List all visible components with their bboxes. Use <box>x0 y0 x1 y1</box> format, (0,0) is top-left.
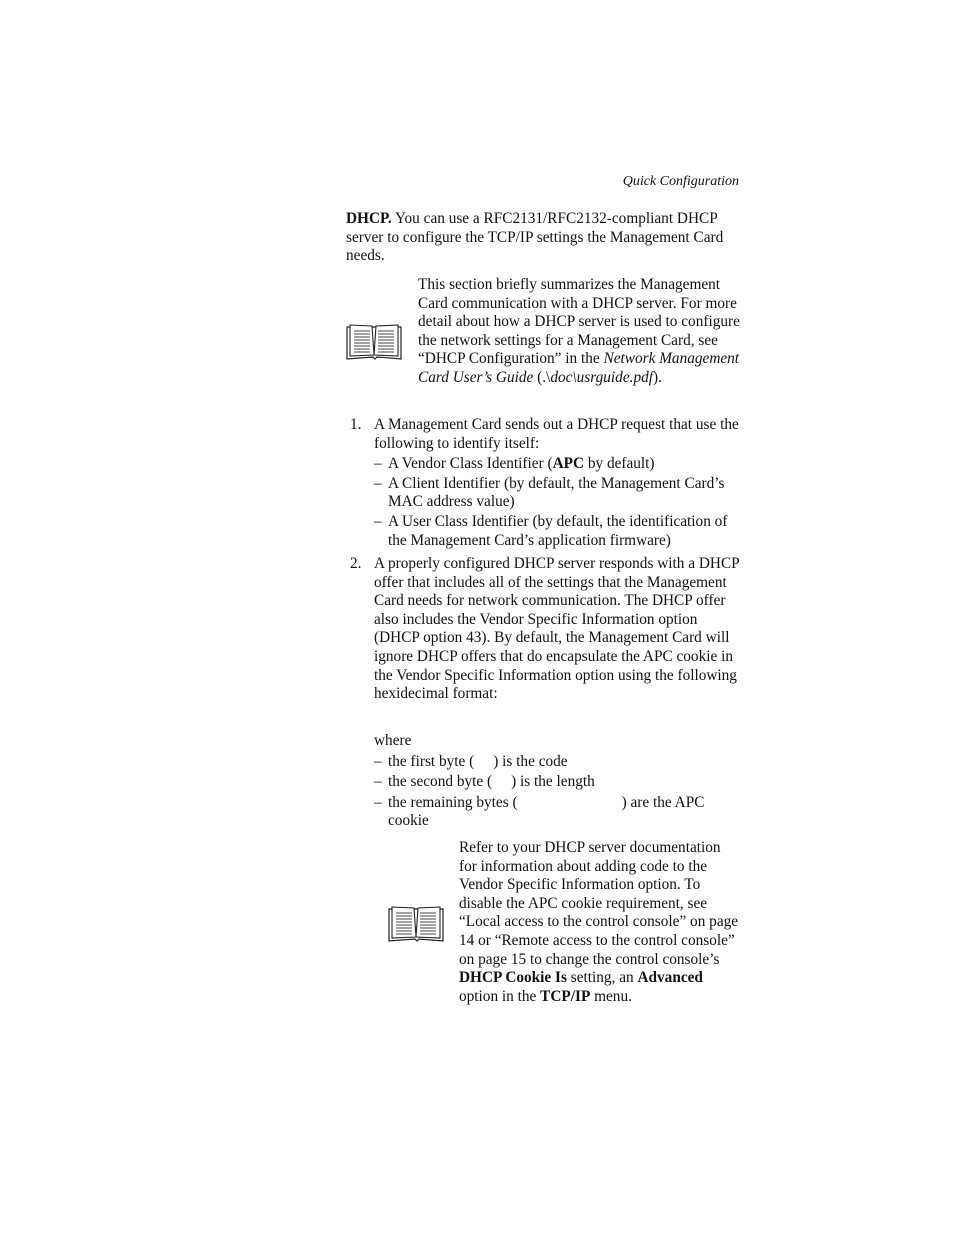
note1-paren-open: ( <box>533 368 543 386</box>
tcpip-menu: TCP/IP <box>540 987 591 1005</box>
book-icon <box>387 905 445 943</box>
dash: – <box>374 773 382 791</box>
item-text: the second byte ( <box>388 773 493 791</box>
dhcp-lead: DHCP. <box>346 210 392 227</box>
users-guide-title: Network Management Card User’s Guide <box>418 350 740 386</box>
item-text: ) are the APC cookie <box>388 793 705 830</box>
advanced-option: Advanced <box>637 969 703 987</box>
step-1 <box>350 416 742 551</box>
dhcp-intro-paragraph <box>346 210 741 266</box>
running-header: Quick Configuration <box>622 174 739 189</box>
dash: – <box>374 474 382 492</box>
dash: – <box>374 454 382 472</box>
item-text: ) is the length <box>511 773 595 791</box>
note-apc-cookie <box>459 839 741 1006</box>
step-number: 2. <box>350 555 362 572</box>
path-prefix: .\ <box>542 368 551 386</box>
guide-path: doc\usrguide.pdf <box>550 368 653 386</box>
note2-text: setting, an <box>566 969 638 987</box>
item-text: A Client Identifier (by default, the Management Card’s MAC address value) <box>388 474 725 511</box>
item-text: A User Class Identifier (by default, the identification of the Management Card’s application firmware) <box>388 513 728 550</box>
list-item <box>374 773 740 792</box>
list-item <box>374 455 742 474</box>
note-dhcp-summary <box>418 276 740 388</box>
dhcp-cookie-setting: DHCP Cookie Is <box>459 969 567 987</box>
dash: – <box>374 752 382 770</box>
item-text: A Vendor Class Identifier ( <box>388 454 553 472</box>
note1-text: This section briefly summarizes the Management Card communication with a DHCP server. For more detail about how a DHCP server is used to configure the network settings for a Management Card, see “DHCP Configuration” in the <box>418 276 740 368</box>
dhcp-intro-text: You can use a RFC2131/RFC2132-compliant DHCP server to configure the TCP/IP settings the Management Card needs. <box>346 210 724 265</box>
list-item <box>374 513 742 550</box>
step-2-text: A properly configured DHCP server responds with a DHCP offer that includes all of the settings that the Management Card needs for network communication. The DHCP offer also includes the Vendor Specific Information option (DHCP option 43). By default, the Management Card will ignore DHCP offers that do encapsulate the APC cookie in the Vendor Specific Information option using the following hexidecimal format: <box>374 555 740 703</box>
note2-text: menu. <box>590 987 632 1005</box>
step-2 <box>350 555 742 704</box>
item-text: the remaining bytes ( <box>388 793 518 811</box>
where-block <box>374 732 740 831</box>
item-text: the first byte ( <box>388 752 475 770</box>
list-item <box>374 794 740 831</box>
where-label: where <box>374 732 412 749</box>
item-text: ) is the code <box>493 752 568 770</box>
note2-text: Refer to your DHCP server documentation for information about adding code to the Vendor Specific Information option. To disable the APC cookie requirement, see “Local access to the control console” on page 14 or “Remote access to the control console” on page 15 to change the control console’s <box>459 839 739 968</box>
apc-bold: APC <box>552 454 585 472</box>
dash: – <box>374 513 382 531</box>
item-text: by default) <box>584 454 655 472</box>
list-item <box>374 753 740 772</box>
dash: – <box>374 793 382 811</box>
list-item <box>374 475 742 512</box>
step-1-text: A Management Card sends out a DHCP request that use the following to identify itself: <box>374 416 739 452</box>
note2-text: option in the <box>459 987 541 1005</box>
step-number: 1. <box>350 416 362 433</box>
book-icon <box>345 323 403 361</box>
note1-paren-close: ). <box>653 368 662 386</box>
